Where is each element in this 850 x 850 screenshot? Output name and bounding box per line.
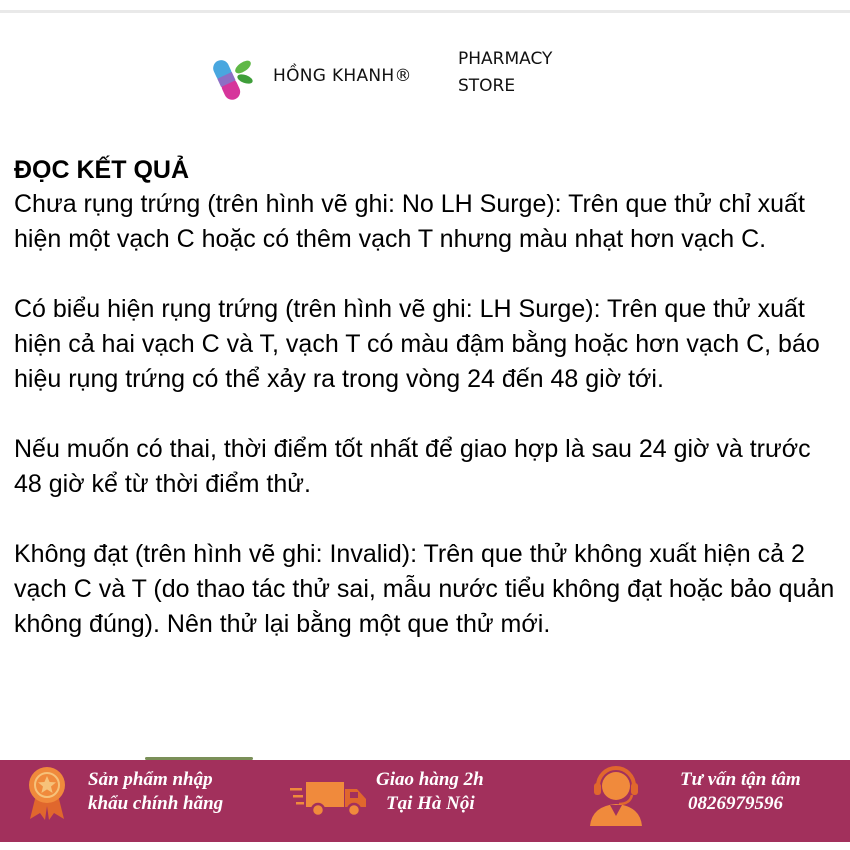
footer-banner <box>0 760 850 842</box>
pharmacy-logo-icon <box>210 52 256 102</box>
paragraph-no-lh-surge: Chưa rụng trứng (trên hình vẽ ghi: No LH Surge): Trên que thử chỉ xuất hiện một vạch C hoặc có thêm vạch T nhưng màu nhạt hơn vạch C. <box>14 190 805 253</box>
medal-icon <box>26 765 68 821</box>
footer-item-delivery-line1: Giao hàng 2h <box>376 769 484 790</box>
store-label <box>458 46 552 100</box>
footer-item-consulting-phone: 0826979596 <box>688 793 783 814</box>
article-body <box>14 154 844 642</box>
footer-item-delivery-line2: Tại Hà Nội <box>386 793 475 814</box>
footer-item-delivery <box>280 760 570 842</box>
paragraph-best-time: Nếu muốn có thai, thời điểm tốt nhất để giao hợp là sau 24 giờ và trước 48 giờ kể từ thời điểm thử. <box>14 435 811 498</box>
paragraph-lh-surge: Có biểu hiện rụng trứng (trên hình vẽ ghi: LH Surge): Trên que thử xuất hiện cả hai vạch C và T, vạch T có màu đậm bằng hoặc hơn vạch C, báo hiệu rụng trứng có thể xảy ra trong vòng 24 đến 48 giờ tới. <box>14 295 820 393</box>
store-label-line2: STORE <box>458 76 516 96</box>
brand-name: HỒNG KHANH® <box>273 66 412 86</box>
footer-item-authentic-line1: Sản phẩm nhập <box>88 769 213 790</box>
support-agent-icon <box>586 764 646 826</box>
store-label-line1: PHARMACY <box>458 49 553 69</box>
article-heading: ĐỌC KẾT QUẢ <box>14 156 189 184</box>
footer-item-authentic-line2: khẩu chính hãng <box>88 793 224 814</box>
footer-item-consulting-line1: Tư vấn tận tâm <box>680 769 801 790</box>
footer-item-consulting <box>570 760 850 842</box>
paragraph-invalid: Không đạt (trên hình vẽ ghi: Invalid): Trên que thử không xuất hiện cả 2 vạch C và T (do thao tác thử sai, mẫu nước tiểu không đạt hoặc bảo quản không đúng). Nên thử lại bằng một que thử mới. <box>14 540 835 638</box>
delivery-truck-icon <box>290 780 370 820</box>
footer-item-authentic <box>0 760 280 842</box>
top-divider <box>0 10 850 13</box>
